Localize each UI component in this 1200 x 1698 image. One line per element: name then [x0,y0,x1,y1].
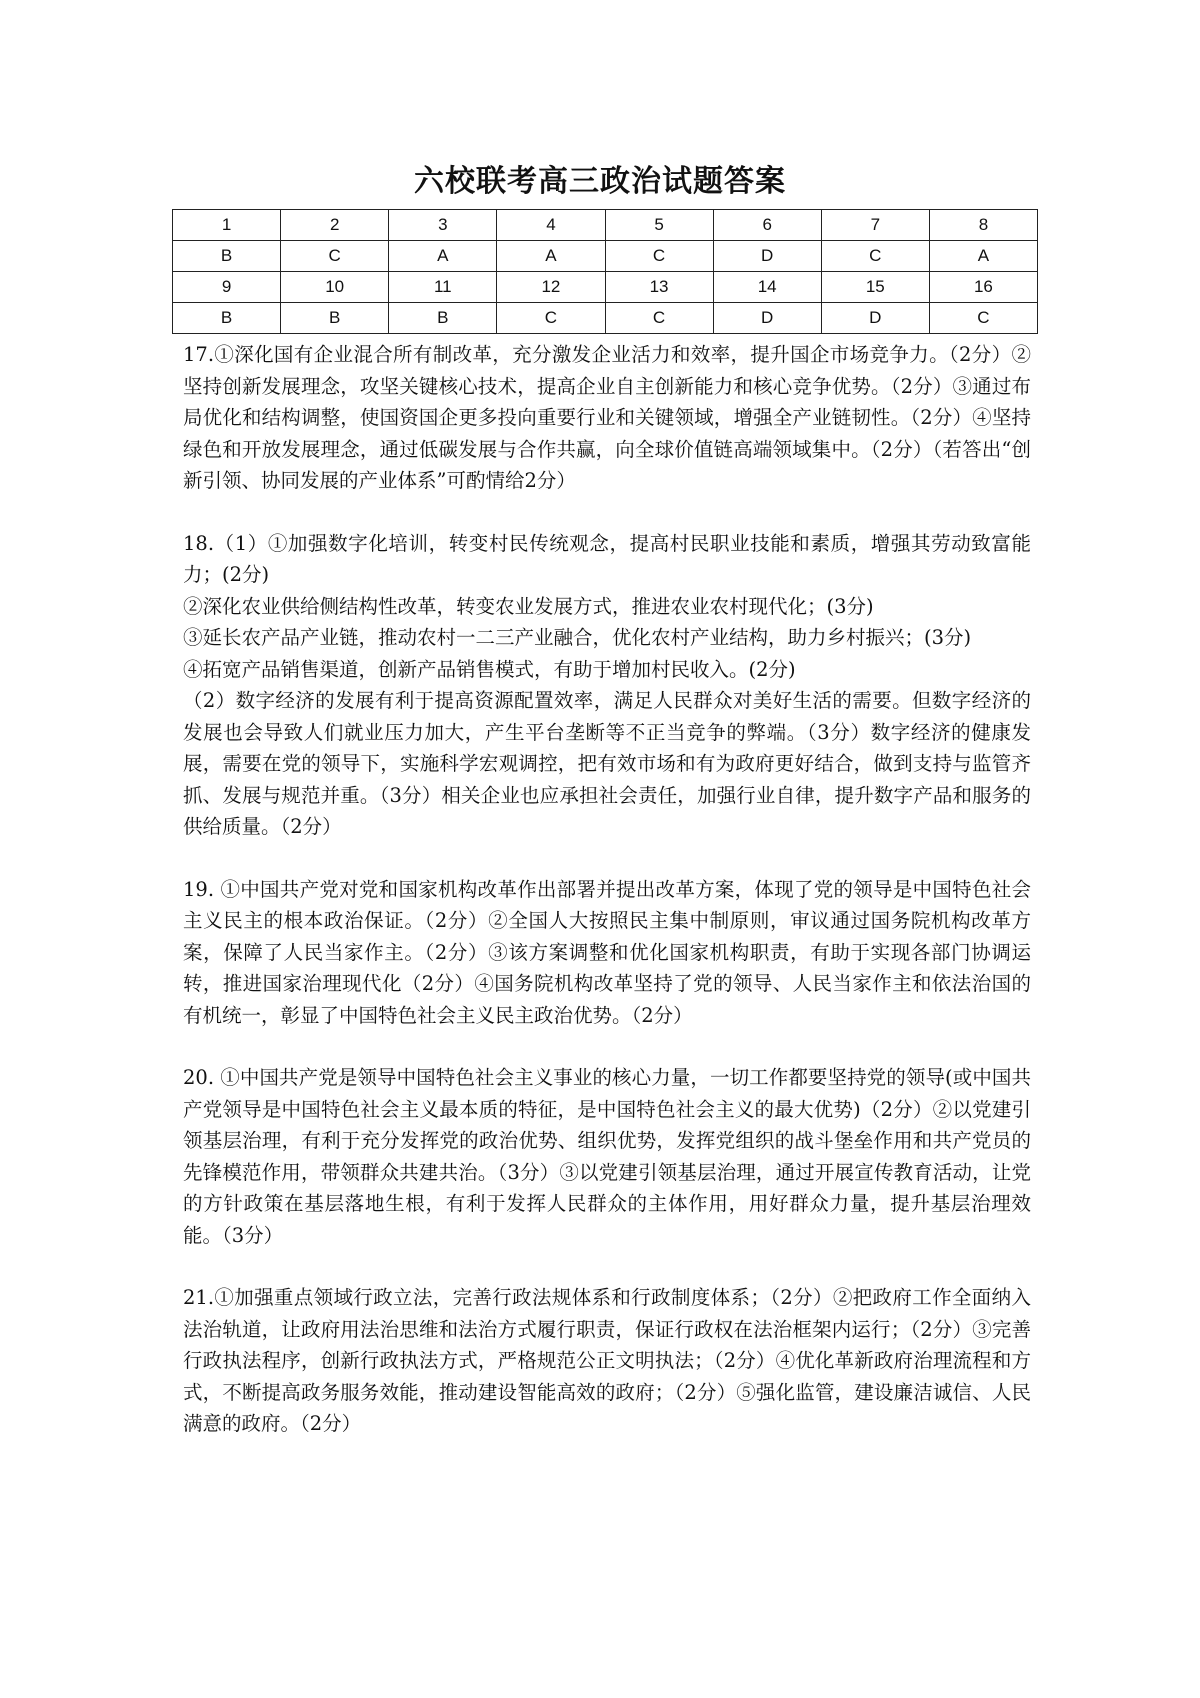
table-cell: B [173,303,281,334]
table-cell: D [713,241,821,272]
table-cell: B [281,303,389,334]
answer-19: 19. ①中国共产党对党和国家机构改革作出部署并提出改革方案，体现了党的领导是中国特色社会主义民主的根本政治保证。（2分）②全国人大按照民主集中制原则，审议通过国务院机构改革方案，保障了人民当家作主。（2分）③该方案调整和优化国家机构职责，有助于实现各部门协调运转，推进国家治理现代化（2分）④国务院机构改革坚持了党的领导、人民当家作主和依法治国的有机统一，彰显了中国特色社会主义民主政治优势。（2分） [183,877,1031,1027]
answer-content [183,339,1031,1440]
answer-18-part1-point4: ④拓宽产品销售渠道，创新产品销售模式，有助于增加村民收入。(2分) [183,657,796,681]
table-cell: C [929,303,1037,334]
table-cell: D [821,303,929,334]
answer-18-part1-point2: ②深化农业供给侧结构性改革，转变农业发展方式，推进农业农村现代化；(3分) [183,594,874,618]
table-cell: 16 [929,272,1037,303]
table-cell: 10 [281,272,389,303]
table-cell: 6 [713,210,821,241]
spacer [183,1251,1031,1282]
table-row-question-numbers-1 [173,210,1038,241]
table-cell: 13 [605,272,713,303]
answer-17: 17.①深化国有企业混合所有制改革，充分激发企业活力和效率，提升国企市场竞争力。（2分）②坚持创新发展理念，攻坚关键核心技术，提高企业自主创新能力和核心竞争优势。（2分）③通过布局优化和结构调整，使国资国企更多投向重要行业和关键领域，增强全产业链韧性。（2分）④坚持绿色和开放发展理念，通过低碳发展与合作共赢，向全球价值链高端领域集中。（2分）（若答出“创新引领、协同发展的产业体系”可酌情给2分） [183,343,1031,492]
table-row-question-numbers-2 [173,272,1038,303]
table-cell: B [173,241,281,272]
answer-20: 20. ①中国共产党是领导中国特色社会主义事业的核心力量，一切工作都要坚持党的领导(或中国共产党领导是中国特色社会主义最本质的特征，是中国特色社会主义的最大优势)（2分）②以党建引领基层治理，有利于充分发挥党的政治优势、组织优势，发挥党组织的战斗堡垒作用和共产党员的先锋模范作用，带领群众共建共治。（3分）③以党建引领基层治理，通过开展宣传教育活动，让党的方针政策在基层落地生根，有利于发挥人民群众的主体作用，用好群众力量，提升基层治理效能。（3分） [183,1066,1031,1247]
table-cell: C [605,241,713,272]
table-cell: 3 [389,210,497,241]
table-cell: C [497,303,605,334]
table-cell: 15 [821,272,929,303]
answer-18-part2: （2）数字经济的发展有利于提高资源配置效率，满足人民群众对美好生活的需要。但数字经济的发展也会导致人们就业压力加大，产生平台垄断等不正当竞争的弊端。（3分）数字经济的健康发展，需要在党的领导下，实施科学宏观调控，把有效市场和有为政府更好结合，做到支持与监管齐抓、发展与规范并重。（3分）相关企业也应承担社会责任，加强行业自律，提升数字产品和服务的供给质量。（2分） [183,689,1031,838]
table-cell: A [929,241,1037,272]
table-cell: 1 [173,210,281,241]
answer-21: 21.①加强重点领域行政立法，完善行政法规体系和行政制度体系；（2分）②把政府工作全面纳入法治轨道，让政府用法治思维和法治方式履行职责，保证行政权在法治框架内运行；（2分）③完善行政执法程序，创新行政执法方式，严格规范公正文明执法；（2分）④优化革新政府治理流程和方式，不断提高政务服务效能，推动建设智能高效的政府；（2分）⑤强化监管，建设廉洁诚信、人民满意的政府。（2分） [183,1286,1031,1435]
table-cell: 7 [821,210,929,241]
table-cell: C [605,303,713,334]
answer-table [172,209,1038,334]
table-cell: A [389,241,497,272]
table-cell: C [281,241,389,272]
table-cell: 2 [281,210,389,241]
table-cell: 12 [497,272,605,303]
table-cell: 14 [713,272,821,303]
table-cell: A [497,241,605,272]
page-title: 六校联考高三政治试题答案 [414,164,786,199]
table-cell: 5 [605,210,713,241]
table-row-answers-1 [173,241,1038,272]
answer-18-part1-point1: 18.（1）①加强数字化培训，转变村民传统观念，提高村民职业技能和素质，增强其劳动致富能力；(2分) [183,531,1031,586]
spacer [183,1031,1031,1062]
table-cell: B [389,303,497,334]
spacer [183,497,1031,528]
table-row-answers-2 [173,303,1038,334]
table-cell: D [713,303,821,334]
spacer [183,843,1031,874]
answer-18-part1-point3: ③延长农产品产业链，推动农村一二三产业融合，优化农村产业结构，助力乡村振兴；(3分) [183,626,972,649]
table-cell: 4 [497,210,605,241]
table-cell: C [821,241,929,272]
table-cell: 8 [929,210,1037,241]
table-cell: 11 [389,272,497,303]
table-cell: 9 [173,272,281,303]
